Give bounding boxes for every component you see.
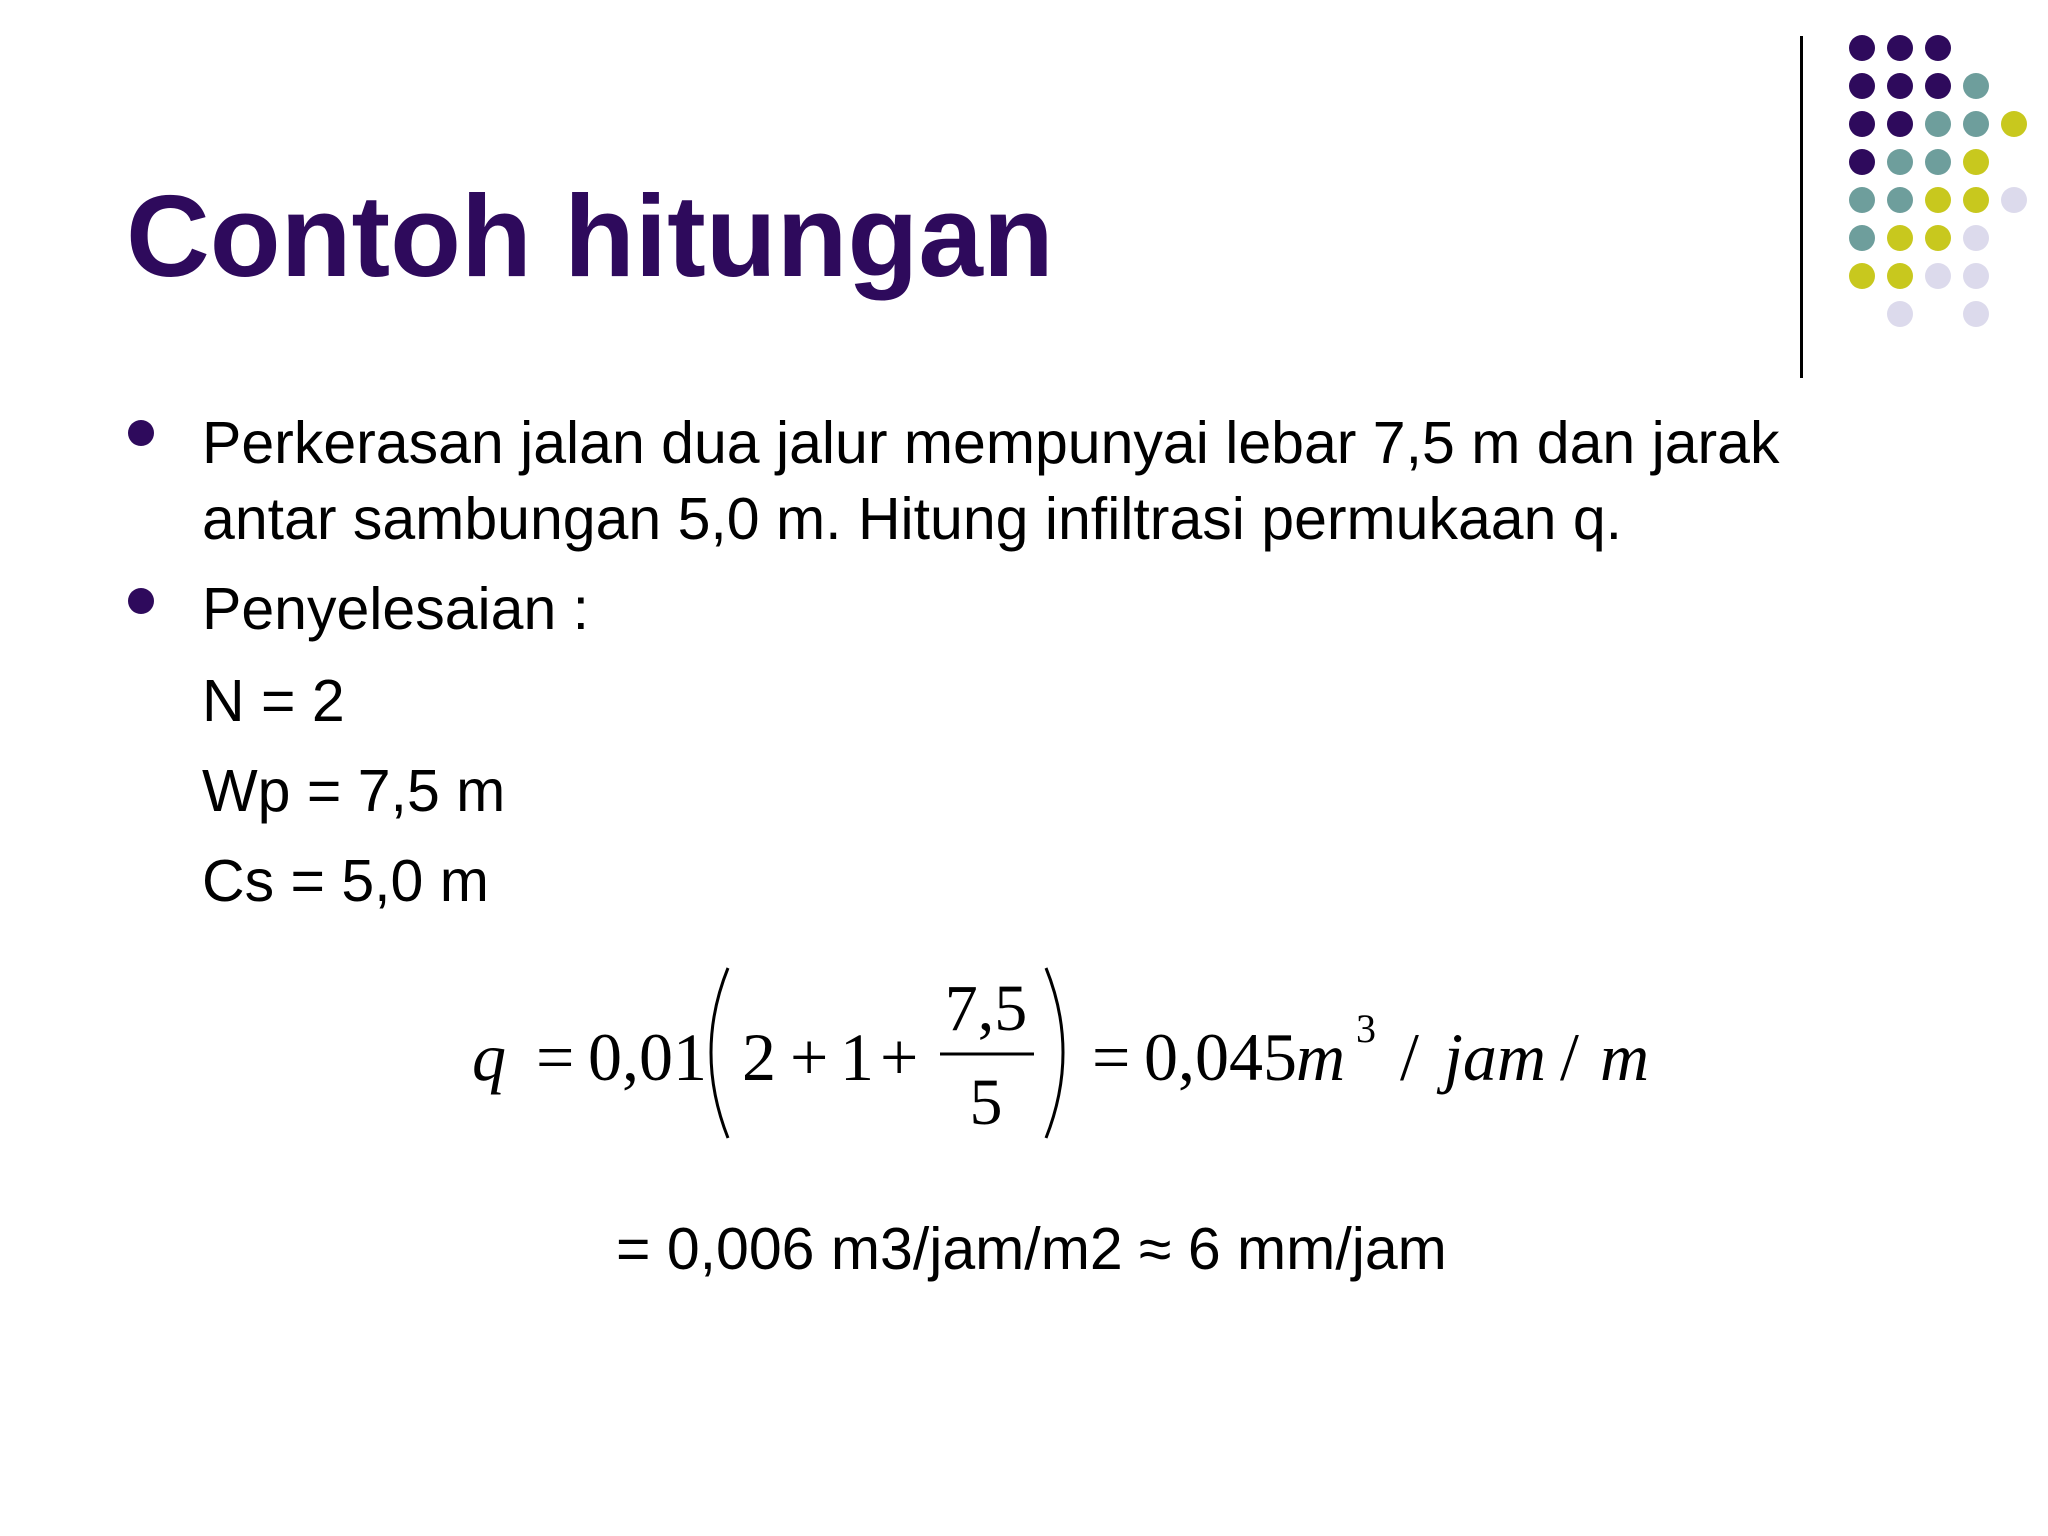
bullet-2-line-1: Penyelesaian : [202, 576, 590, 642]
formula-plus-1: + [790, 1019, 829, 1095]
given-n: N = 2 [202, 668, 345, 734]
formula-unit-m: m [1296, 1019, 1346, 1095]
formula-right-paren [1046, 968, 1063, 1138]
formula-unit-m-2: m [1600, 1019, 1650, 1095]
slide-title: Contoh hitungan [126, 171, 1054, 301]
formula-slash-1: / [1400, 1019, 1419, 1095]
formula-value: 0,045 [1144, 1019, 1297, 1095]
formula-lhs: q [472, 1019, 506, 1095]
formula-denominator: 5 [969, 1066, 1003, 1139]
formula-equals-2: = [1092, 1019, 1131, 1095]
formula-slash-2: / [1560, 1019, 1579, 1095]
formula-exponent: 3 [1356, 1006, 1376, 1051]
formula-unit-jam: jam [1444, 1019, 1546, 1095]
formula-term-1: 1 [840, 1019, 874, 1095]
formula-left-paren [711, 968, 728, 1138]
given-wp: Wp = 7,5 m [202, 758, 506, 824]
given-cs: Cs = 5,0 m [202, 848, 489, 914]
bullet-1-line-1: Perkerasan jalan dua jalur mempunyai lebar 7,5 m dan jarak [202, 410, 1780, 476]
result-line: = 0,006 m3/jam/m2 ≈ 6 mm/jam [616, 1216, 1447, 1282]
formula-numerator: 7,5 [944, 972, 1028, 1045]
formula-term-2: 2 [742, 1019, 776, 1095]
formula-equals-1: = [536, 1019, 575, 1095]
bullet-1-line-2: antar sambungan 5,0 m. Hitung infiltrasi permukaan q. [202, 486, 1623, 552]
formula-coefficient: 0,01 [588, 1019, 707, 1095]
formula-plus-2: + [880, 1019, 919, 1095]
